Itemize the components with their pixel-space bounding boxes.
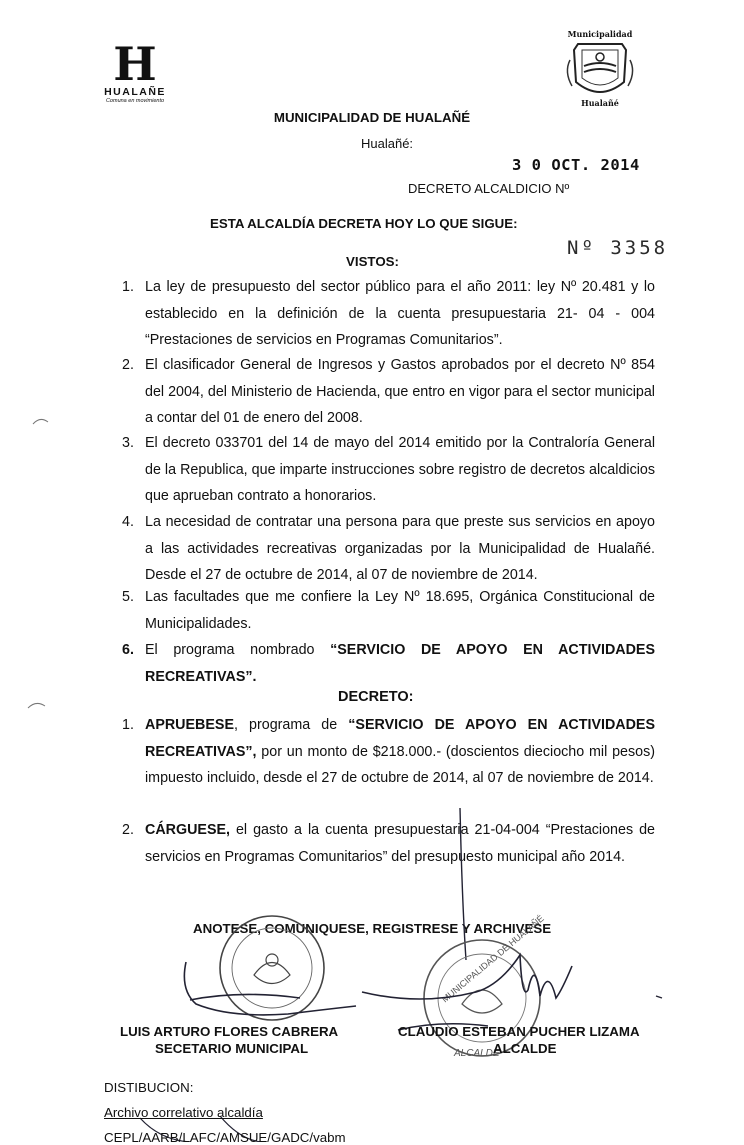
page-title: MUNICIPALIDAD DE HUALAÑÉ	[273, 110, 471, 125]
distribution-label: DISTIBUCION:	[104, 1080, 194, 1095]
mayor-seal-bottom-text: ALCALDE	[454, 1048, 500, 1059]
closing-formula: ANOTESE, COMUNIQUESE, REGISTRESE Y ARCHIVESE	[193, 921, 552, 936]
item-text: El decreto 033701 del 14 de mayo del 2014 emitido por la Contraloría General de la Republica, que imparte instrucciones sobre registro de decretos alcaldicios que aprueban contrato a honorarios.	[145, 435, 655, 504]
secretary-signature	[184, 962, 356, 1015]
mayor-name: CLAUDIO ESTEBAN PUCHER LIZAMA	[398, 1024, 640, 1039]
crest-bottom-text: Hualañé	[581, 98, 619, 108]
item-number: 6.	[122, 642, 134, 658]
decree-number-label: DECRETO ALCALDICIO Nº	[408, 181, 570, 196]
item-number: 1.	[122, 279, 134, 295]
signature-tick	[656, 996, 662, 998]
item-text: La necesidad de contratar una persona para que preste sus servicios en apoyo a las actividades recreativas organizadas por la Municipalidad de Hualañé. Desde el 27 de octubre de 2014, al 07 de noviembre de 2014.	[145, 514, 655, 583]
punch-hole-mark	[28, 703, 45, 708]
signature-stroke	[460, 808, 466, 960]
logo-slogan: Comuna en movimiento	[105, 98, 165, 104]
date-stamp: 3 0 OCT. 2014	[512, 156, 640, 174]
item-number: 5.	[122, 589, 134, 605]
secretary-seal-icon	[220, 916, 324, 1020]
program-name: “SERVICIO DE APOYO EN ACTIVIDADES RECREATIVAS”,	[145, 717, 655, 760]
item-text: Las facultades que me confiere la Ley Nº 18.695, Orgánica Constitucional de Municipalidades.	[145, 589, 655, 632]
item-number: 4.	[122, 514, 134, 530]
charge-word: CÁRGUESE,	[145, 822, 230, 838]
item-text-plain: el gasto a la cuenta presupuestaria 21-04-004 “Prestaciones de servicios en Programas Comunitarios” del presupuesto municipal año 2014.	[145, 822, 655, 865]
secretary-title: SECETARIO MUNICIPAL	[155, 1041, 309, 1056]
distribution-line: Archivo correlativo alcaldía	[104, 1105, 263, 1120]
place-line: Hualañé:	[361, 136, 414, 151]
item-number: 1.	[122, 717, 134, 733]
item-text: El clasificador General de Ingresos y Gastos aprobados por el decreto Nº 854 del 2004, del Ministerio de Hacienda, que entro en vigor para el sector municipal a contar del 01 de enero del 2008.	[145, 357, 655, 426]
decree-number-stamp: Nº 3358	[567, 237, 669, 259]
item-text-plain: El programa nombrado	[145, 642, 331, 658]
decree-intro: ESTA ALCALDÍA DECRETA HOY LO QUE SIGUE:	[210, 216, 518, 231]
decreto-heading: DECRETO:	[338, 689, 414, 705]
item-text-plain: , programa de	[233, 717, 349, 733]
mayor-seal-text: MUNICIPALIDAD DE HUALAÑÉ	[439, 913, 546, 1005]
approve-word: APRUEBESE	[145, 717, 234, 733]
item-number: 3.	[122, 435, 134, 451]
mayor-title: ALCALDE	[493, 1041, 557, 1056]
mayor-signature	[362, 955, 572, 1030]
item-number: 2.	[122, 357, 134, 373]
item-text: La ley de presupuesto del sector público para el año 2011: ley Nº 20.481 y lo establecido en la definición de la cuenta presupuestaria 21- 04 - 004 “Prestaciones de servicios en Programas Comunitarios”.	[145, 279, 655, 348]
crest-top-text: Municipalidad	[567, 29, 633, 39]
punch-hole-mark	[33, 419, 48, 424]
distribution-line: CEPL/AARB/LAFC/AMSUE/GADC/vabm	[104, 1130, 346, 1145]
logo-letter: H	[113, 37, 157, 91]
secretary-name: LUIS ARTURO FLORES CABRERA	[120, 1024, 339, 1039]
logo-name: HUALAÑE	[104, 86, 166, 98]
program-name: “SERVICIO DE APOYO EN ACTIVIDADES RECREATIVAS”.	[145, 642, 655, 685]
item-text-plain: por un monto de $218.000.- (doscientos dieciocho mil pesos) impuesto incluido, desde el 27 de octubre de 2014, al 07 de noviembre de 2014.	[145, 743, 655, 786]
vistos-heading: VISTOS:	[346, 254, 399, 269]
item-number: 2.	[122, 822, 134, 838]
